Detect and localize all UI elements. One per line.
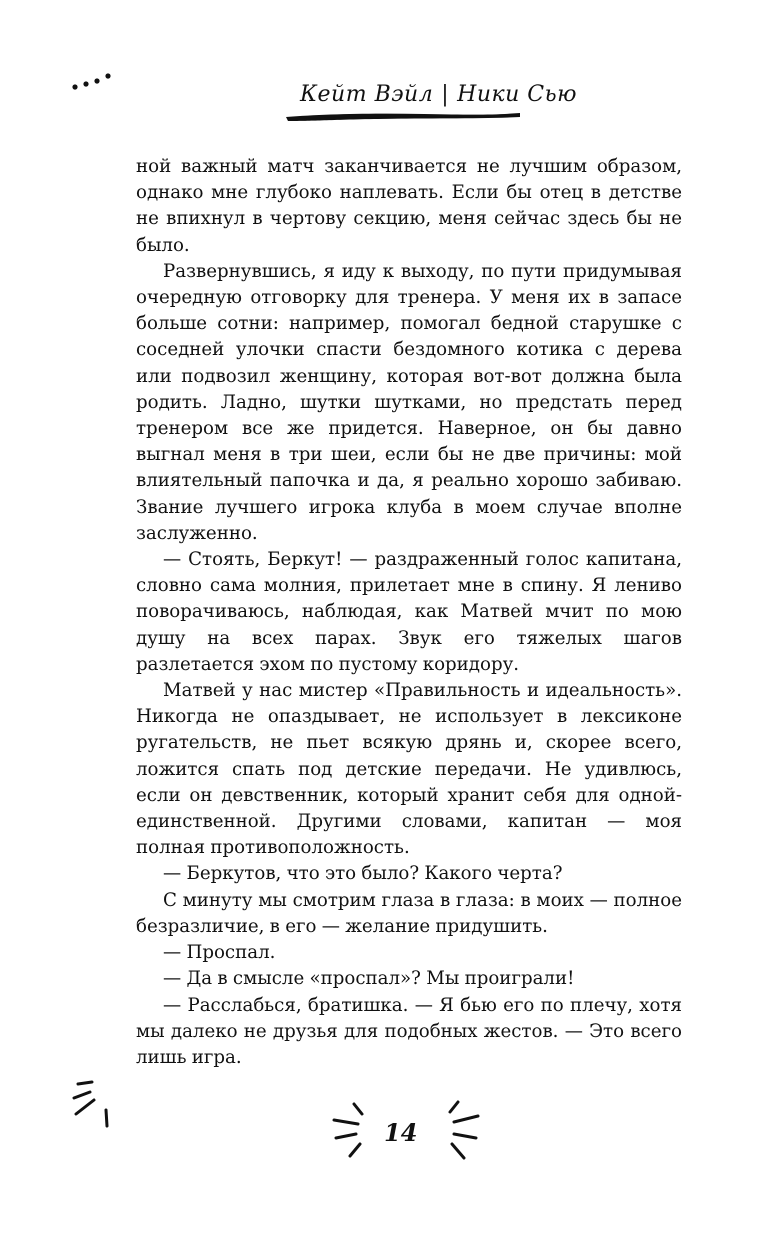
paragraph: Матвей у нас мистер «Правильность и идеальность». Никогда не опаздывает, не использует в лексиконе ругательств, не пьет всякую дрянь и, скорее всего, ложится спать под детские передачи. Не удивлюсь, если он девственник, который хранит себя для одной-единственной. Другими словами, капитан — моя полная противоположность. (136, 680, 682, 859)
paragraph: Развернувшись, я иду к выходу, по пути придумывая очередную отговорку для тренера. У меня их в запасе больше сотни: например, помогал бедной старушке с соседней улочки спасти бездомного котика с дерева или подвозил женщину, которая вот-вот должна была родить. Ладно, шутки шутками, но предстать перед тренером все же придется. Наверное, он бы давно выгнал меня в три шеи, если бы не две причины: мой влиятельный папочка и да, я реально хорошо забиваю. Звание лучшего игрока клуба в моем случае вполне заслуженно. (136, 260, 682, 544)
paragraph: — Проспал. (163, 942, 276, 964)
page-body (136, 154, 682, 1071)
page-number: 14 (384, 1118, 418, 1147)
paragraph: — Стоять, Беркут! — раздраженный голос капитана, словно сама молния, прилетает мне в спину. Я лениво поворачиваюсь, наблюдая, как Матвей мчит по мою душу на всех парах. Звук его тяжелых шагов разлетается эхом по пустому коридору. (136, 549, 682, 675)
decorative-dots-icon (72, 70, 116, 92)
running-header (300, 82, 577, 107)
paragraph: С минуту мы смотрим глаза в глаза: в моих — полное безразличие, в его — желание придушить. (136, 889, 682, 937)
page-number-area (326, 1098, 486, 1168)
paragraph: — Да в смысле «проспал»? Мы проиграли! (163, 968, 575, 990)
header-author-one: Кейт Вэйл (300, 82, 434, 107)
header-author-two: Ники Сью (457, 82, 577, 107)
paragraph: — Беркутов, что это было? Какого черта? (163, 863, 563, 885)
paragraph: ной важный матч заканчивается не лучшим образом, однако мне глубоко наплевать. Если бы отец в детстве не впихнул в чертову секцию, меня сейчас здесь бы не было. (136, 156, 682, 256)
burst-lines-left-icon (70, 1080, 114, 1130)
paragraph: — Расслабься, братишка. — Я бью его по плечу, хотя мы далеко не друзья для подобных жестов. — Это всего лишь игра. (136, 994, 682, 1068)
brush-stroke-underline-icon (284, 108, 524, 124)
header-separator: | (441, 82, 450, 107)
